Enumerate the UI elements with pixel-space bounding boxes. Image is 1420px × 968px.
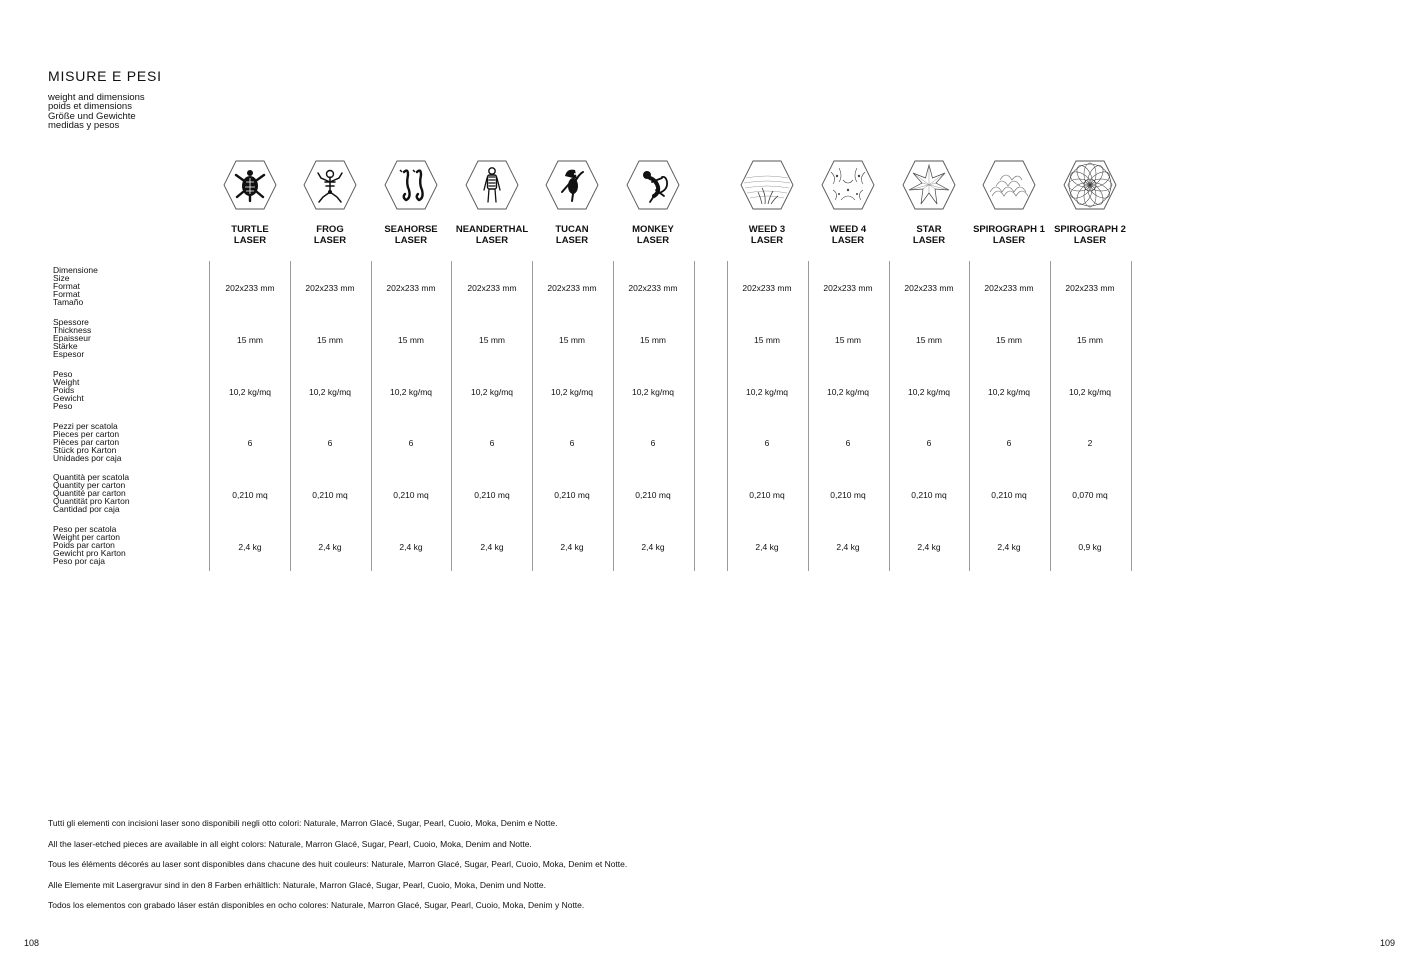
value-cell: 15 mm [479, 335, 505, 345]
value-cell: 6 [1006, 438, 1012, 448]
value-cell: 10,2 kg/mq [907, 387, 951, 397]
product-name-line: NEANDERTHAL [455, 224, 529, 235]
value-cell: 0,070 mq [1072, 490, 1108, 500]
value-cell: 10,2 kg/mq [470, 387, 514, 397]
product-name-line: STAR [916, 224, 942, 235]
value-cell: 0,9 kg [1078, 542, 1102, 552]
row-label-line: Quantità per scatola [53, 472, 130, 482]
row-label [53, 423, 122, 463]
column-divider [727, 261, 728, 571]
value-cell: 2,4 kg [755, 542, 779, 552]
monkey-icon [626, 160, 680, 210]
column-divider [889, 261, 890, 571]
page-number-left: 108 [24, 938, 40, 948]
value-cell: 2 [1087, 438, 1093, 448]
value-cell: 10,2 kg/mq [631, 387, 675, 397]
value-cell: 0,210 mq [830, 490, 866, 500]
column-divider [290, 261, 291, 571]
value-cell: 15 mm [317, 335, 343, 345]
product-subname-line: LASER [313, 234, 347, 246]
product-name-line: FROG [316, 224, 344, 235]
row-label [53, 526, 126, 566]
value-cell: 15 mm [640, 335, 666, 345]
row-label-line: Format [53, 288, 80, 299]
value-cell: 202x233 mm [225, 283, 275, 293]
seahorse-icon [384, 160, 438, 210]
row-label-line: Stück pro Karton [53, 444, 117, 455]
value-cell: 2,4 kg [836, 542, 860, 552]
column-divider [532, 261, 533, 571]
page-number-right: 109 [1380, 938, 1396, 948]
row-label-line: Unidades por caja [53, 452, 122, 463]
product-subname-line: LASER [1073, 234, 1107, 246]
page-title: MISURE E PESI [48, 68, 162, 84]
value-cell: 6 [845, 438, 851, 448]
value-cell: 0,210 mq [232, 490, 268, 500]
row-label-line: Quantität pro Karton [53, 495, 130, 506]
column-divider [694, 261, 695, 571]
value-cell: 15 mm [559, 335, 585, 345]
value-cell: 15 mm [1077, 335, 1103, 345]
value-cell: 6 [926, 438, 932, 448]
row-label [53, 267, 98, 307]
value-cell: 0,210 mq [474, 490, 510, 500]
row-label-line: Espesor [53, 348, 85, 359]
weed-4-pattern-icon [821, 160, 875, 210]
row-label-line: Gewicht [53, 392, 84, 403]
value-cell: 6 [408, 438, 414, 448]
product-subname-line: LASER [475, 234, 509, 246]
product-name [1042, 225, 1138, 246]
column-divider [969, 261, 970, 571]
column-divider [451, 261, 452, 571]
value-cell: 15 mm [237, 335, 263, 345]
row-label-line: Size [53, 272, 70, 283]
value-cell: 15 mm [996, 335, 1022, 345]
footnote-line: Alle Elemente mit Lasergravur sind in den 8 Farben erhältlich: Naturale, Marron Glacé, Sugar, Pearl, Cuoio, Moka, Denim und Notte. [48, 879, 546, 890]
value-cell: 6 [569, 438, 575, 448]
row-label-line: Peso por caja [53, 555, 105, 566]
row-label [53, 474, 130, 514]
value-cell: 202x233 mm [984, 283, 1034, 293]
row-label-line: Weight per carton [53, 531, 120, 542]
product-name-line: TURTLE [231, 224, 269, 235]
value-cell: 0,210 mq [312, 490, 348, 500]
subtitle-line: poids et dimensions [48, 101, 132, 113]
subtitle-block [48, 93, 145, 130]
column-divider [808, 261, 809, 571]
product-name-line: TUCAN [555, 224, 589, 235]
value-cell: 15 mm [754, 335, 780, 345]
value-cell: 6 [247, 438, 253, 448]
value-cell: 10,2 kg/mq [1068, 387, 1112, 397]
star-pattern-icon [902, 160, 956, 210]
row-label [53, 371, 84, 411]
row-label-line: Poids par carton [53, 539, 115, 550]
row-label-line: Gewicht pro Karton [53, 547, 126, 558]
column-divider [1131, 261, 1132, 571]
product-name-line: SEAHORSE [384, 224, 438, 235]
value-cell: 202x233 mm [386, 283, 436, 293]
value-cell: 202x233 mm [467, 283, 517, 293]
row-label [53, 319, 91, 359]
value-cell: 202x233 mm [305, 283, 355, 293]
row-label-line: Epaisseur [53, 332, 91, 343]
value-cell: 15 mm [835, 335, 861, 345]
value-cell: 2,4 kg [318, 542, 342, 552]
value-cell: 202x233 mm [823, 283, 873, 293]
row-label-line: Stärke [53, 340, 78, 351]
value-cell: 2,4 kg [997, 542, 1021, 552]
row-label-line: Spessore [53, 317, 89, 327]
value-cell: 202x233 mm [547, 283, 597, 293]
subtitle-line: Größe und Gewichte [48, 110, 136, 122]
value-cell: 10,2 kg/mq [550, 387, 594, 397]
value-cell: 0,210 mq [554, 490, 590, 500]
neanderthal-icon [465, 160, 519, 210]
row-label-line: Cantidad por caja [53, 503, 120, 514]
value-cell: 0,210 mq [749, 490, 785, 500]
row-label-line: Tamaño [53, 296, 84, 307]
row-label-line: Thickness [53, 324, 92, 335]
product-subname-line: LASER [636, 234, 670, 246]
value-cell: 15 mm [916, 335, 942, 345]
value-cell: 202x233 mm [1065, 283, 1115, 293]
value-cell: 6 [327, 438, 333, 448]
weed-3-pattern-icon [740, 160, 794, 210]
value-cell: 10,2 kg/mq [389, 387, 433, 397]
row-label-line: Format [53, 280, 80, 291]
value-cell: 202x233 mm [628, 283, 678, 293]
subtitle-line: weight and dimensions [48, 92, 145, 103]
column-divider [209, 261, 210, 571]
product-subname-line: LASER [831, 234, 865, 246]
value-cell: 2,4 kg [560, 542, 584, 552]
value-cell: 2,4 kg [399, 542, 423, 552]
footnotes [48, 818, 627, 921]
product-subname-line: LASER [555, 234, 589, 246]
spirograph-1-pattern-icon [982, 160, 1036, 210]
value-cell: 15 mm [398, 335, 424, 345]
product-subname-line: LASER [750, 234, 784, 246]
product-name [605, 225, 701, 246]
row-label-line: Poids [53, 384, 75, 395]
product-subname-line: LASER [992, 234, 1026, 246]
value-cell: 10,2 kg/mq [228, 387, 272, 397]
value-cell: 6 [650, 438, 656, 448]
row-label-line: Pieces per carton [53, 428, 120, 439]
row-label-line: Peso [53, 400, 73, 411]
column-divider [613, 261, 614, 571]
footnote-line: All the laser-etched pieces are available in all eight colors: Naturale, Marron Glacé, Sugar, Pearl, Cuoio, Moka, Denim and Notte. [48, 838, 532, 849]
row-label-line: Peso [53, 369, 73, 379]
row-label-line: Quantité par carton [53, 487, 126, 498]
spirograph-2-pattern-icon [1063, 160, 1117, 210]
value-cell: 202x233 mm [904, 283, 954, 293]
product-name-line: WEED 3 [748, 224, 786, 235]
row-label-line: Dimensione [53, 265, 98, 275]
frog-skeleton-icon [303, 160, 357, 210]
product-name-line: MONKEY [632, 224, 674, 235]
column-divider [1050, 261, 1051, 571]
row-label-line: Quantity per carton [53, 479, 126, 490]
value-cell: 10,2 kg/mq [987, 387, 1031, 397]
value-cell: 6 [489, 438, 495, 448]
value-cell: 0,210 mq [393, 490, 429, 500]
product-subname-line: LASER [912, 234, 946, 246]
value-cell: 2,4 kg [917, 542, 941, 552]
row-label-line: Pièces par carton [53, 436, 120, 447]
footnote-line: Tutti gli elementi con incisioni laser sono disponibili negli otto colori: Naturale, Marron Glacé, Sugar, Pearl, Cuoio, Moka, Denim e Notte. [48, 818, 558, 828]
value-cell: 0,210 mq [991, 490, 1027, 500]
value-cell: 2,4 kg [641, 542, 665, 552]
row-label-line: Pezzi per scatola [53, 421, 118, 431]
row-label-line: Weight [53, 376, 80, 387]
value-cell: 0,210 mq [635, 490, 671, 500]
toucan-icon [545, 160, 599, 210]
value-cell: 2,4 kg [238, 542, 262, 552]
footnote-line: Todos los elementos con grabado láser están disponibles en ocho colores: Naturale, Marron Glacé, Sugar, Pearl, Cuoio, Moka, Denim y Notte. [48, 900, 585, 910]
value-cell: 6 [764, 438, 770, 448]
value-cell: 10,2 kg/mq [826, 387, 870, 397]
product-subname-line: LASER [394, 234, 428, 246]
product-subname-line: LASER [233, 234, 267, 246]
value-cell: 202x233 mm [742, 283, 792, 293]
column-divider [371, 261, 372, 571]
row-label-line: Peso per scatola [53, 524, 117, 534]
product-name-line: SPIROGRAPH 2 [1054, 224, 1126, 235]
product-name-line: WEED 4 [829, 224, 867, 235]
value-cell: 2,4 kg [480, 542, 504, 552]
footnote-line: Tous les éléments décorés au laser sont disponibles dans chacune des huit couleurs: Naturale, Marron Glacé, Sugar, Pearl, Cuoio, Moka, Denim et Notte. [48, 859, 628, 869]
subtitle-line: medidas y pesos [48, 119, 120, 131]
product-name-line: SPIROGRAPH 1 [973, 224, 1045, 235]
value-cell: 0,210 mq [911, 490, 947, 500]
turtle-icon [223, 160, 277, 210]
value-cell: 10,2 kg/mq [745, 387, 789, 397]
value-cell: 10,2 kg/mq [308, 387, 352, 397]
